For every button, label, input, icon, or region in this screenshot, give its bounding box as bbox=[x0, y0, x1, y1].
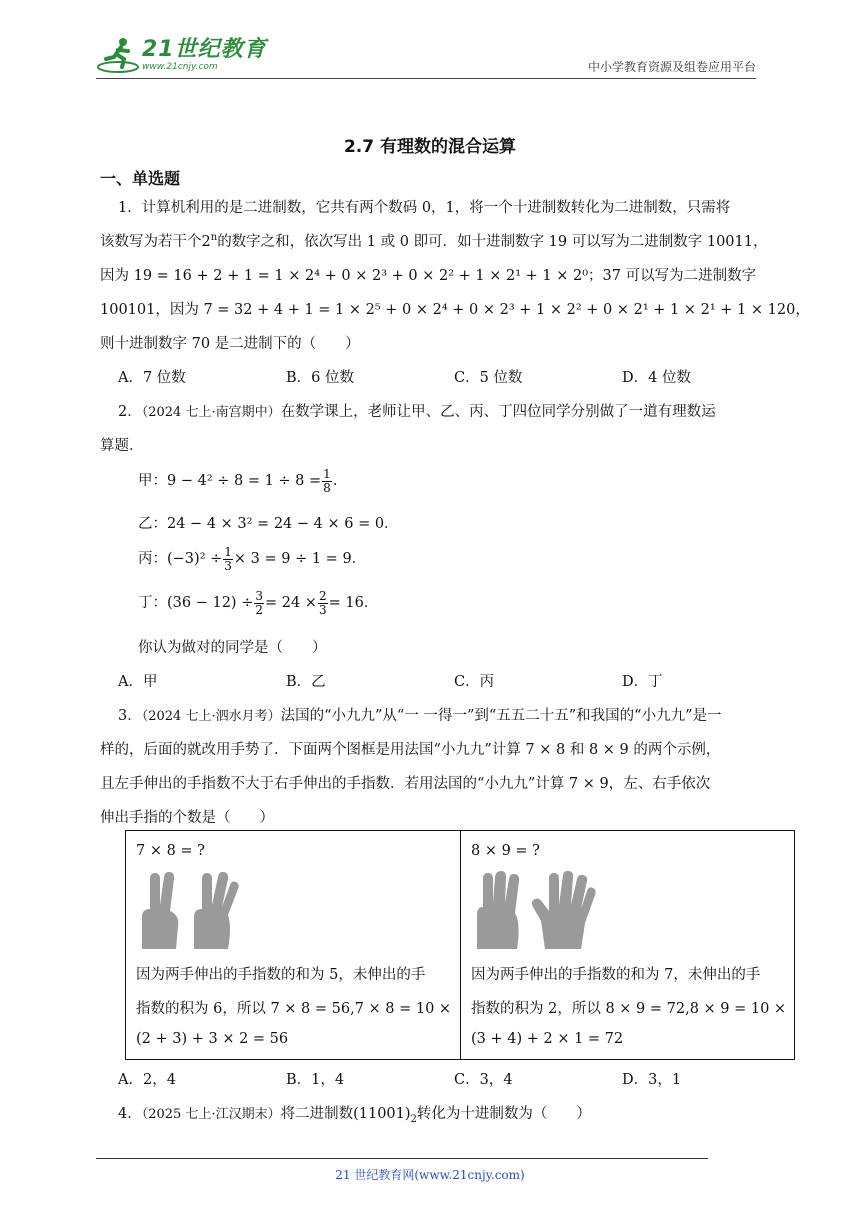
q3-right-text-1: 因为两手伸出的手指数的和为 7，未伸出的手 bbox=[471, 967, 761, 983]
q3-options bbox=[118, 1068, 718, 1090]
q3-option-b[interactable]: B．1，4 bbox=[286, 1072, 345, 1088]
q3-option-a[interactable]: A．2，4 bbox=[118, 1072, 176, 1088]
q1-line-5: 则十进制数字 70 是二进制下的（ ） bbox=[100, 336, 360, 352]
q3-left-question: 7 × 8 = ? bbox=[136, 843, 205, 859]
q2-jia: 甲：9 − 4² ÷ 8 = 1 ÷ 8 = $\frac{1}{8}$ . bbox=[138, 467, 338, 495]
document-title: 2.7 有理数的混合运算 bbox=[343, 137, 517, 157]
q3-option-c[interactable]: C．3，4 bbox=[454, 1072, 513, 1088]
q1-option-d[interactable]: D．4 位数 bbox=[622, 370, 691, 386]
q2-option-c[interactable]: C．丙 bbox=[454, 674, 495, 690]
footer-divider bbox=[96, 1158, 708, 1159]
q2-ding: 丁：(36 − 12) ÷ $\frac{3}{2}$ = 24 × $\frac{2}{3}$ = 16． bbox=[138, 589, 379, 617]
logo-title: 21世纪教育 bbox=[142, 36, 267, 62]
q2-question: 你认为做对的同学是（ ） bbox=[138, 640, 327, 656]
q3-example-left bbox=[126, 831, 460, 1059]
q2-yi: 乙：24 − 4 × 3² = 24 − 4 × 6 = 0． bbox=[138, 516, 399, 532]
q1-line-4: 100101，因为 7 = 32 + 4 + 1 = 1 × 2⁵ + 0 × 2⁴ + 0 × 2³ + 1 × 2² + 0 × 2¹ + 1 × 2¹ + 1 × 120， bbox=[100, 302, 810, 318]
q1-line-1: 1．计算机利用的是二进制数，它共有两个数码 0，1，将一个十进制数转化为二进制数，只需将 bbox=[118, 200, 731, 216]
hand-gesture-3-2-icon bbox=[136, 871, 246, 951]
q3-left-text-1: 因为两手伸出的手指数的和为 5，未伸出的手 bbox=[136, 967, 426, 983]
q2-option-d[interactable]: D．丁 bbox=[622, 674, 663, 690]
footer-link[interactable]: 21 世纪教育网(www.21cnjy.com) bbox=[335, 1168, 525, 1182]
page-header bbox=[96, 34, 756, 79]
q1-line-2: 该数写为若干个2$^n$的数字之和，依次写出 1 或 0 即可．如十进制数字 19 可以写为二进制数字 10011， bbox=[100, 232, 768, 250]
q1-option-c[interactable]: C．5 位数 bbox=[454, 370, 523, 386]
section-title: 一、单选题 bbox=[100, 169, 181, 188]
q2-bing: 丙：(−3)² ÷ $\frac{1}{3}$ × 3 = 9 ÷ 1 = 9． bbox=[138, 545, 367, 573]
q3-right-question: 8 × 9 = ? bbox=[471, 843, 540, 859]
q3-line-2: 样的，后面的就改用手势了．下面两个图框是用法国“小九九”计算 7 × 8 和 8 × 9 的两个示例， bbox=[100, 742, 721, 758]
q2-source: （2024 七上·南宫期中） bbox=[141, 405, 281, 420]
q3-right-text-3: (3 + 4) + 2 × 1 = 72 bbox=[471, 1031, 624, 1047]
q3-option-d[interactable]: D．3，1 bbox=[622, 1072, 682, 1088]
q2-line-1: 2．（2024 七上·南宫期中）在数学课上，老师让甲、乙、丙、丁四位同学分别做了一道有理数运 bbox=[118, 404, 716, 420]
q3-source: （2024 七上·泗水月考） bbox=[141, 709, 281, 724]
q3-left-text-2: 指数的积为 6，所以 7 × 8 = 56,7 × 8 = 10 × bbox=[136, 1001, 452, 1017]
q2-option-a[interactable]: A．甲 bbox=[118, 674, 158, 690]
q3-left-text-3: (2 + 3) + 3 × 2 = 56 bbox=[136, 1031, 289, 1047]
q2-options bbox=[118, 670, 718, 692]
q3-line-3: 且左手伸出的手指数不大于右手伸出的手指数．若用法国的“小九九”计算 7 × 9，左、右手依次 bbox=[100, 776, 711, 792]
q4-line-1: 4．（2025 七上·江汉期末）将二进制数$(11001)_2$转化为十进制数为（ ） bbox=[118, 1106, 591, 1125]
q1-line-3: 因为 19 = 16 + 2 + 1 = 1 × 2⁴ + 0 × 2³ + 0 × 2² + 1 × 2¹ + 1 × 2⁰；37 可以写为二进制数字 bbox=[100, 268, 757, 284]
hand-gesture-3-4-icon bbox=[471, 871, 601, 951]
q3-example-right bbox=[460, 831, 795, 1059]
q2-option-b[interactable]: B．乙 bbox=[286, 674, 326, 690]
header-platform-text: 中小学教育资源及组卷应用平台 bbox=[587, 60, 756, 74]
logo-url: www.21cnjy.com bbox=[142, 61, 218, 72]
q2-line-2: 算题． bbox=[100, 438, 144, 454]
q1-options bbox=[118, 366, 718, 388]
q1-option-b[interactable]: B．6 位数 bbox=[286, 370, 354, 386]
q3-right-text-2: 指数的积为 2，所以 8 × 9 = 72,8 × 9 = 10 × bbox=[471, 1001, 787, 1017]
runner-logo-icon bbox=[96, 35, 140, 75]
logo bbox=[96, 34, 267, 76]
q3-example-table bbox=[125, 830, 795, 1060]
q4-source: （2025 七上·江汉期末） bbox=[141, 1107, 281, 1122]
q1-option-a[interactable]: A．7 位数 bbox=[118, 370, 186, 386]
q3-line-1: 3．（2024 七上·泗水月考）法国的“小九九”从“一 一得一”到“五五二十五”和我国的“小九九”是一 bbox=[118, 708, 722, 724]
q3-line-4: 伸出手指的个数是（ ） bbox=[100, 810, 274, 826]
